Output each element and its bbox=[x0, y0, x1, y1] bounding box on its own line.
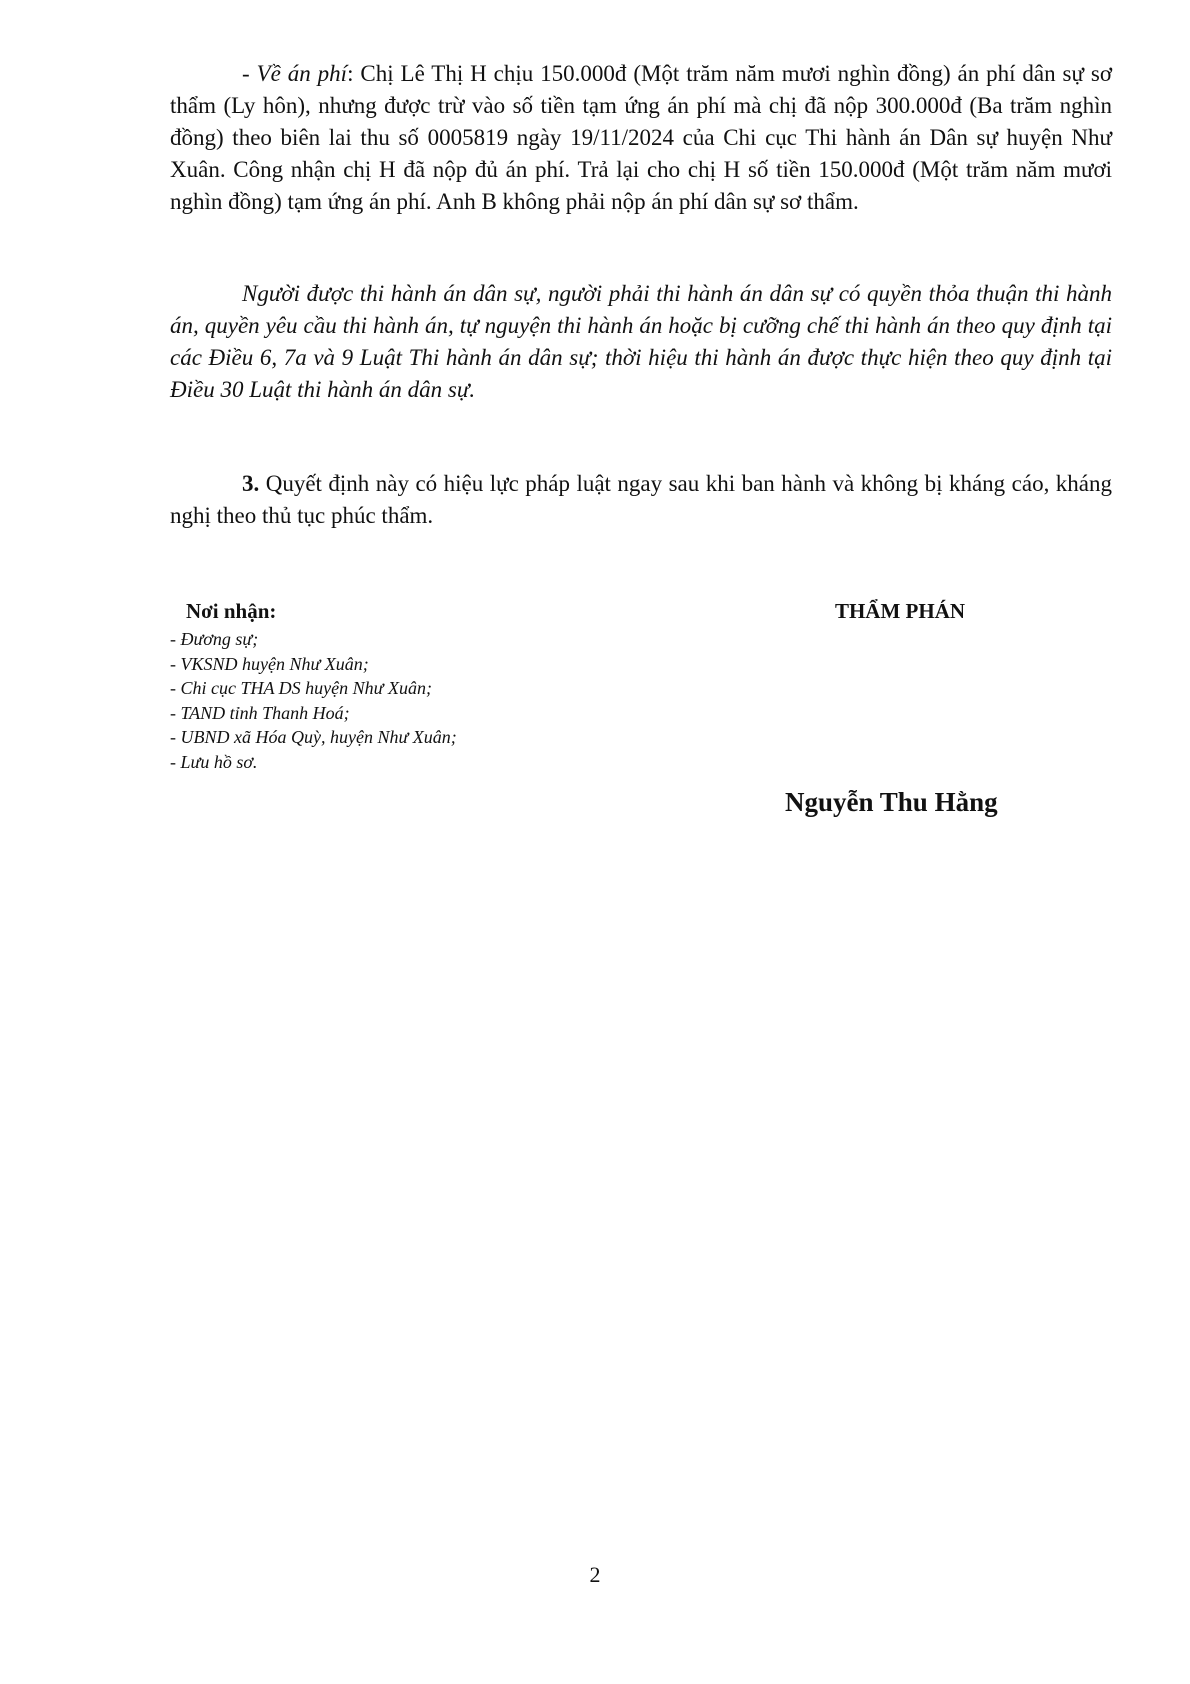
recipients-block bbox=[170, 596, 590, 774]
legal-effect-text: Quyết định này có hiệu lực pháp luật ngay sau khi ban hành và không bị kháng cáo, kháng nghị theo thủ tục phúc thẩm. bbox=[170, 471, 1113, 528]
page-number: 2 bbox=[589, 1562, 601, 1587]
court-fee-label: Về án phí bbox=[256, 61, 348, 86]
recipients-list bbox=[170, 627, 590, 774]
recipient-item: - TAND tỉnh Thanh Hoá; bbox=[170, 702, 350, 723]
court-fee-paragraph: - Về án phí: Chị Lê Thị H chịu 150.000đ (Một trăm năm mươi nghìn đồng) án phí dân sự sơ thẩm (Ly hôn), nhưng được trừ vào số tiền tạm ứng án phí mà chị đã nộp 300.000đ (Ba trăm nghìn đồng) theo biên lai thu số 0005819 ngày 19/11/2024 của Chi cục Thi hành án Dân sự huyện Như Xuân. Công nhận chị H đã nộp đủ án phí. Trả lại cho chị H số tiền 150.000đ (Một trăm năm mươi nghìn đồng) tạm ứng án phí. Anh B không phải nộp án phí dân sự sơ thẩm. bbox=[170, 61, 1113, 214]
recipient-item: - UBND xã Hóa Quỳ, huyện Như Xuân; bbox=[170, 727, 457, 747]
legal-effect-paragraph bbox=[170, 468, 1112, 532]
enforcement-rights-paragraph: Người được thi hành án dân sự, người phải thi hành án dân sự có quyền thỏa thuận thi hành án, quyền yêu cầu thi hành án, tự nguyện thi hành án hoặc bị cưỡng chế thi hành án theo quy định tại các Điều 6, 7a và 9 Luật Thi hành án dân sự; thời hiệu thi hành án được thực hiện theo quy định tại Điều 30 Luật thi hành án dân sự. bbox=[170, 281, 1112, 402]
recipient-item: - Đương sự; bbox=[170, 629, 259, 649]
judge-name: Nguyễn Thu Hằng bbox=[785, 787, 998, 817]
recipient-item: - Lưu hồ sơ. bbox=[170, 751, 258, 772]
recipient-item: - VKSND huyện Như Xuân; bbox=[170, 653, 369, 674]
judge-title: THẨM PHÁN bbox=[834, 599, 966, 623]
recipients-title: Nơi nhận: bbox=[186, 599, 277, 623]
court-fee-text: Chị Lê Thị H chịu 150.000đ (Một trăm năm mươi nghìn đồng) án phí dân sự sơ thẩm (Ly hôn), nhưng được trừ vào số tiền tạm ứng án phí mà chị đã nộp 300.000đ (Ba trăm nghìn đồng) theo biên lai thu số 0005819 ngày 19/11/2024 của Chi cục Thi hành án Dân sự huyện Như Xuân. Công nhận chị H đã nộp đủ án phí. Trả lại cho chị H số tiền 150.000đ (Một trăm năm mươi nghìn đồng) tạm ứng án phí. Anh B không phải nộp án phí dân sự sơ thẩm. bbox=[170, 61, 1113, 214]
recipient-item: - Chi cục THA DS huyện Như Xuân; bbox=[170, 678, 432, 698]
legal-effect-number: 3. bbox=[242, 471, 260, 496]
